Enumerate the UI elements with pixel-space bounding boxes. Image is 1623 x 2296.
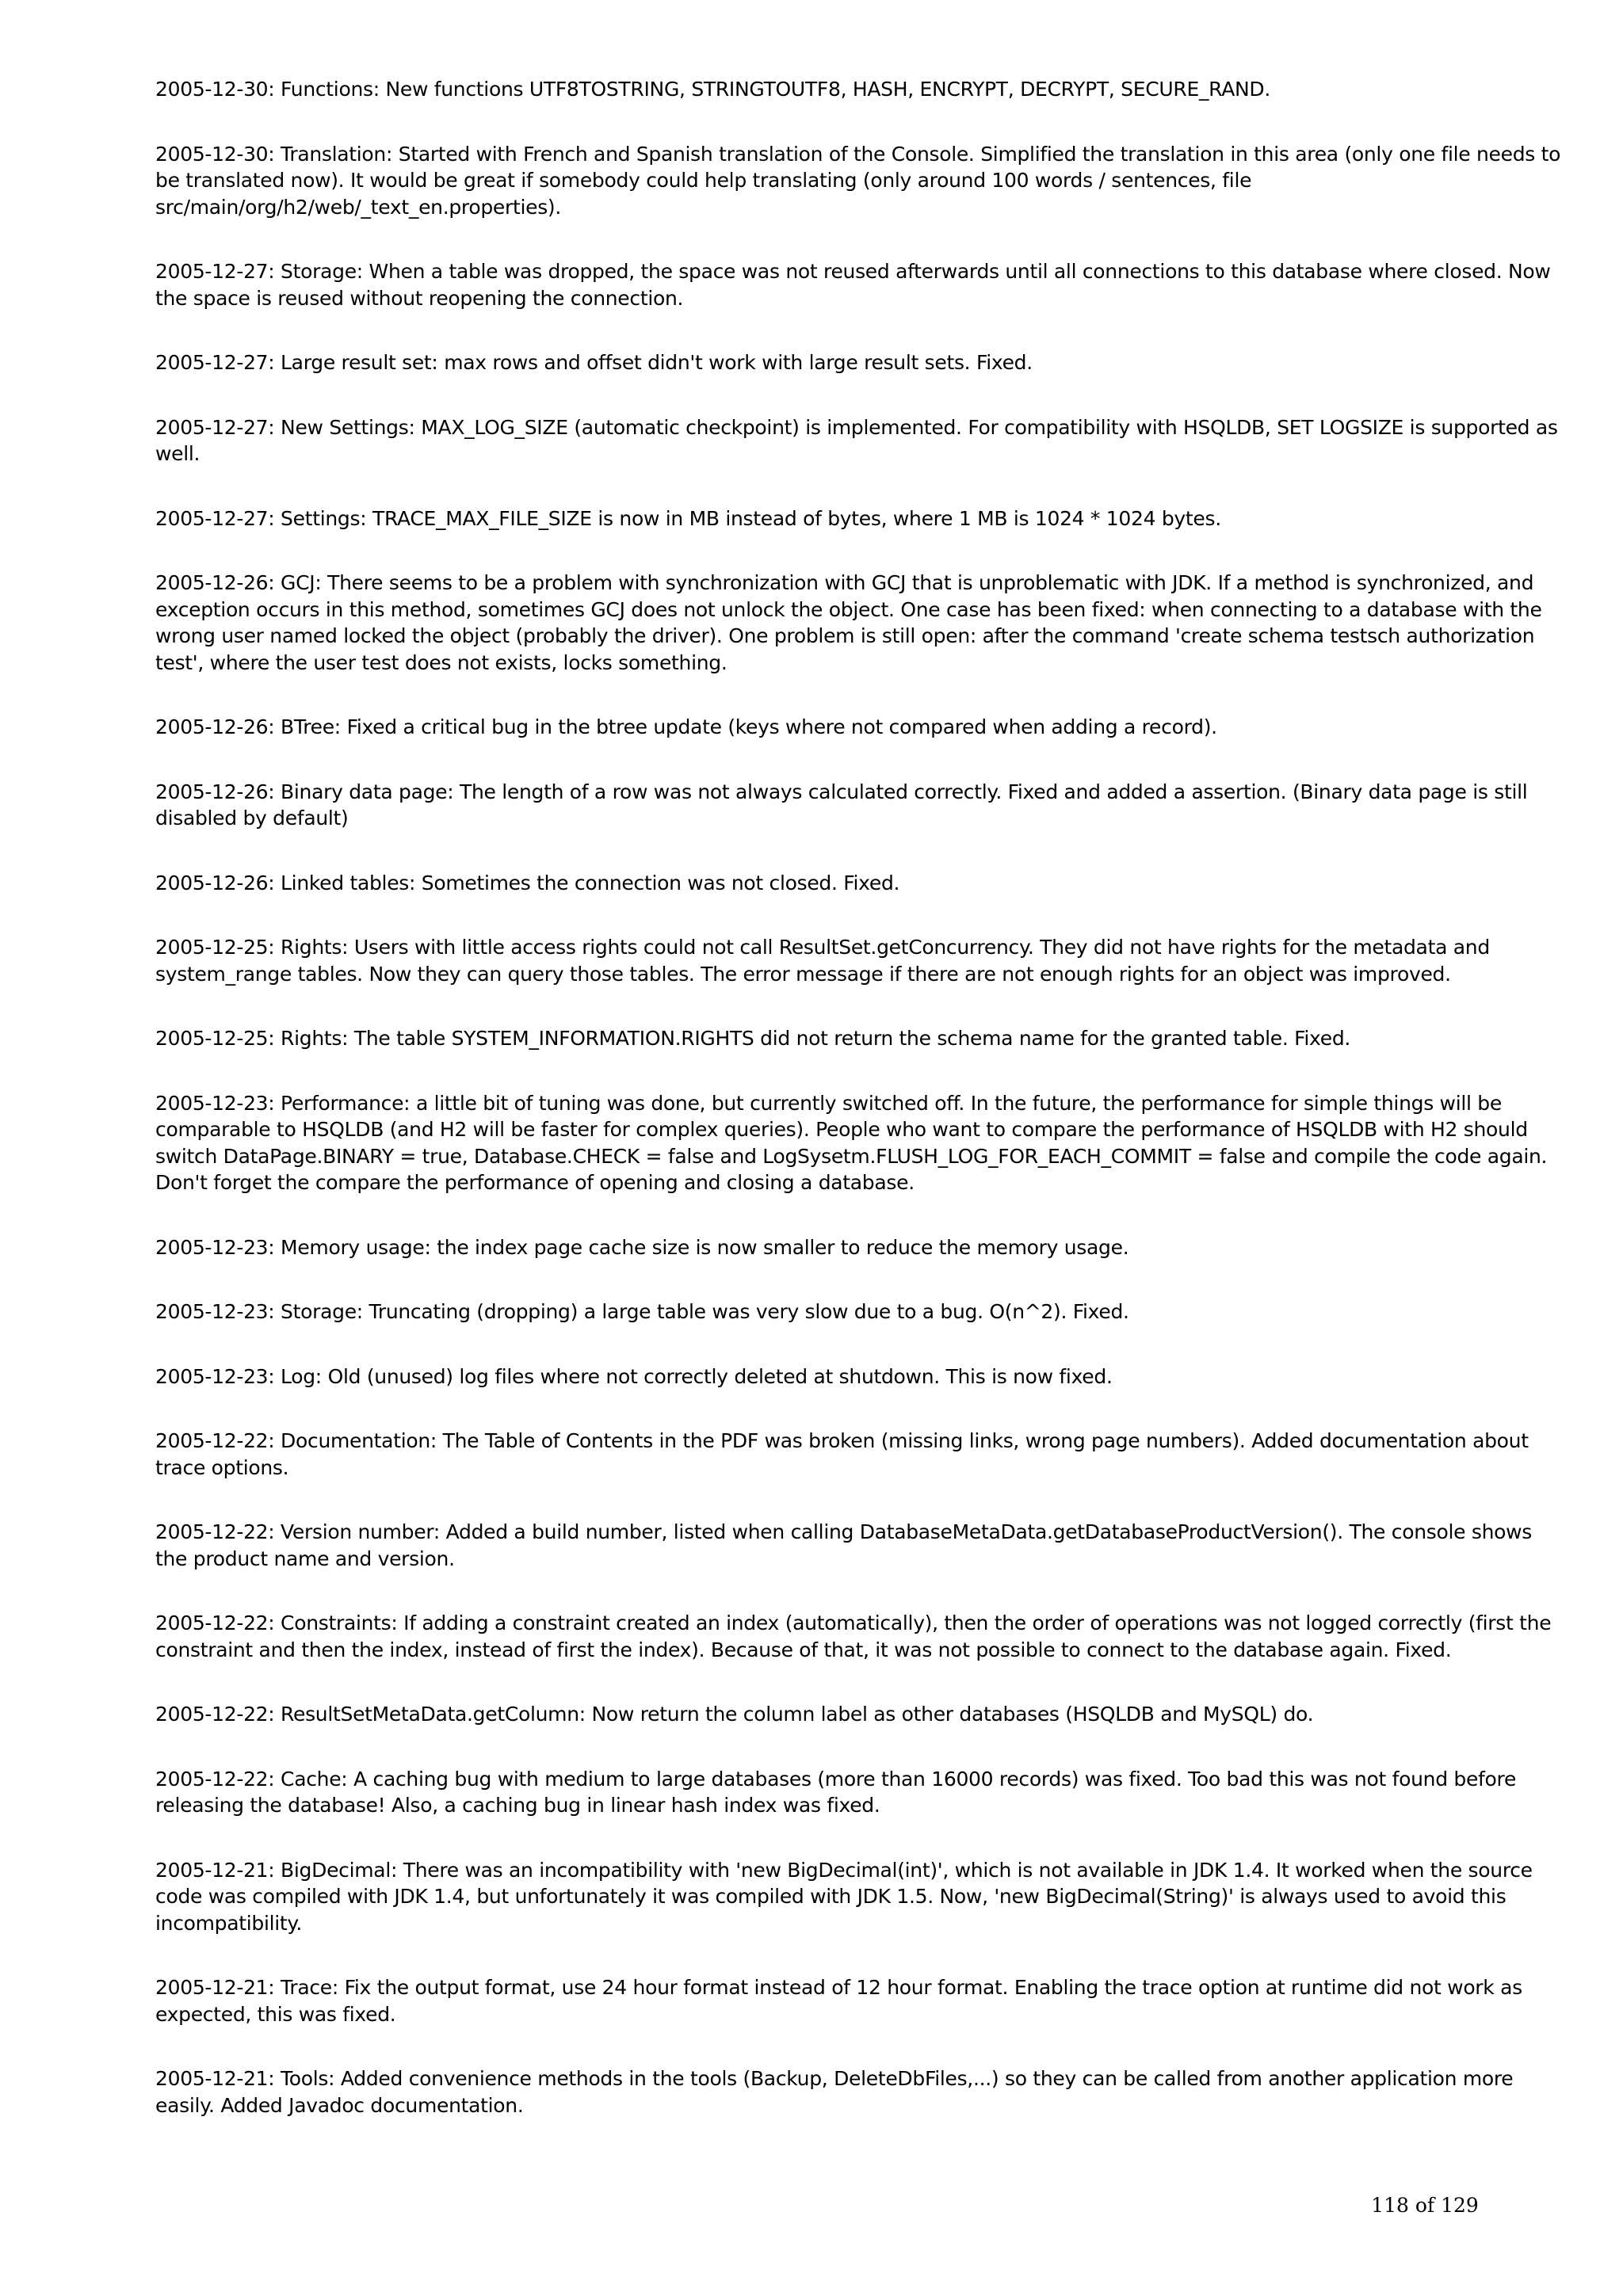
changelog-entry: 2005-12-22: Documentation: The Table of Contents in the PDF was broken (missing links, wrong page numbers). Added documentation about trace options. — [155, 1429, 1529, 1479]
changelog-entry: 2005-12-23: Log: Old (unused) log files where not correctly deleted at shutdown. This is now fixed. — [155, 1364, 1113, 1388]
changelog-entry: 2005-12-26: BTree: Fixed a critical bug in the btree update (keys where not compared when adding a record). — [155, 715, 1217, 738]
changelog-entry: 2005-12-22: Cache: A caching bug with medium to large databases (more than 16000 records) was fixed. Too bad this was not found before releasing the database! Also, a caching bug in linear hash index was fixed. — [155, 1767, 1517, 1817]
changelog-entry: 2005-12-27: Large result set: max rows and offset didn't work with large result sets. Fixed. — [155, 351, 1033, 374]
changelog-entry: 2005-12-23: Storage: Truncating (dropping) a large table was very slow due to a bug. O(n^2). Fixed. — [155, 1300, 1129, 1323]
changelog-entry: 2005-12-21: Trace: Fix the output format, use 24 hour format instead of 12 hour format. Enabling the trace option at runtime did not work as expected, this was fixed. — [155, 1976, 1522, 2026]
changelog-entry: 2005-12-30: Translation: Started with French and Spanish translation of the Console. Simplified the translation in this area (only one file needs to be translated now). It would be great if somebody could help translating (only around 100 words / sentences, file src/main/org/h2/web/_text_en.properties). — [155, 142, 1561, 219]
changelog-entry: 2005-12-21: BigDecimal: There was an incompatibility with 'new BigDecimal(int)', which is not available in JDK 1.4. It worked when the source code was compiled with JDK 1.4, but unfortunately it was compiled with JDK 1.5. Now, 'new BigDecimal(String)' is always used to avoid this incompatibility. — [155, 1858, 1533, 1935]
changelog-entry: 2005-12-25: Rights: The table SYSTEM_INFORMATION.RIGHTS did not return the schema name for the granted table. Fixed. — [155, 1027, 1351, 1050]
changelog-entry: 2005-12-25: Rights: Users with little access rights could not call ResultSet.getConcurrency. They did not have rights for the metadata and system_range tables. Now they can query those tables. The error message if there are not enough rights for an object was improved. — [155, 936, 1490, 986]
changelog-entry: 2005-12-22: ResultSetMetaData.getColumn: Now return the column label as other databases (HSQLDB and MySQL) do. — [155, 1703, 1314, 1726]
changelog-entry: 2005-12-22: Constraints: If adding a constraint created an index (automatically), then the order of operations was not logged correctly (first the constraint and then the index, instead of first the index). Because of that, it was not possible to connect to the database again. Fixed. — [155, 1611, 1552, 1661]
changelog-entry: 2005-12-30: Functions: New functions UTF8TOSTRING, STRINGTOUTF8, HASH, ENCRYPT, DECRYPT, SECURE_RAND. — [155, 78, 1271, 101]
changelog-entry: 2005-12-26: Binary data page: The length of a row was not always calculated correctly. Fixed and added a assertion. (Binary data page is still disabled by default) — [155, 780, 1528, 830]
changelog-entry: 2005-12-23: Memory usage: the index page cache size is now smaller to reduce the memory usage. — [155, 1235, 1129, 1259]
changelog-entry: 2005-12-23: Performance: a little bit of tuning was done, but currently switched off. In the future, the performance for simple things will be comparable to HSQLDB (and H2 will be faster for complex queries). People who want to compare the performance of HSQLDB with H2 should switch DataPage.BINARY = true, Database.CHECK = false and LogSysetm.FLUSH_LOG_FOR_EACH_COMMIT = false and compile the code again. Don't forget the compare the performance of opening and closing a database. — [155, 1091, 1548, 1194]
changelog-entry: 2005-12-26: Linked tables: Sometimes the connection was not closed. Fixed. — [155, 871, 900, 894]
changelog-entry: 2005-12-27: Storage: When a table was dropped, the space was not reused afterwards until all connections to this database where closed. Now the space is reused without reopening the connection. — [155, 260, 1551, 310]
changelog-entry: 2005-12-22: Version number: Added a build number, listed when calling DatabaseMetaData.getDatabaseProductVersion(). The console shows the product name and version. — [155, 1520, 1532, 1570]
changelog-entry: 2005-12-27: New Settings: MAX_LOG_SIZE (automatic checkpoint) is implemented. For compatibility with HSQLDB, SET LOGSIZE is supported as well. — [155, 415, 1558, 465]
page-number: 118 of 129 — [1371, 2194, 1479, 2217]
changelog-list — [155, 76, 1566, 2157]
changelog-entry: 2005-12-21: Tools: Added convenience methods in the tools (Backup, DeleteDbFiles,...) so they can be called from another application more easily. Added Javadoc documentation. — [155, 2067, 1514, 2117]
changelog-entry: 2005-12-27: Settings: TRACE_MAX_FILE_SIZE is now in MB instead of bytes, where 1 MB is 1024 * 1024 bytes. — [155, 506, 1221, 530]
changelog-entry: 2005-12-26: GCJ: There seems to be a problem with synchronization with GCJ that is unproblematic with JDK. If a method is synchronized, and exception occurs in this method, sometimes GCJ does not unlock the object. One case has been fixed: when connecting to a database with the wrong user named locked the object (probably the driver). One problem is still open: after the command 'create schema testsch authorization test', where the user test does not exists, locks something. — [155, 571, 1542, 674]
